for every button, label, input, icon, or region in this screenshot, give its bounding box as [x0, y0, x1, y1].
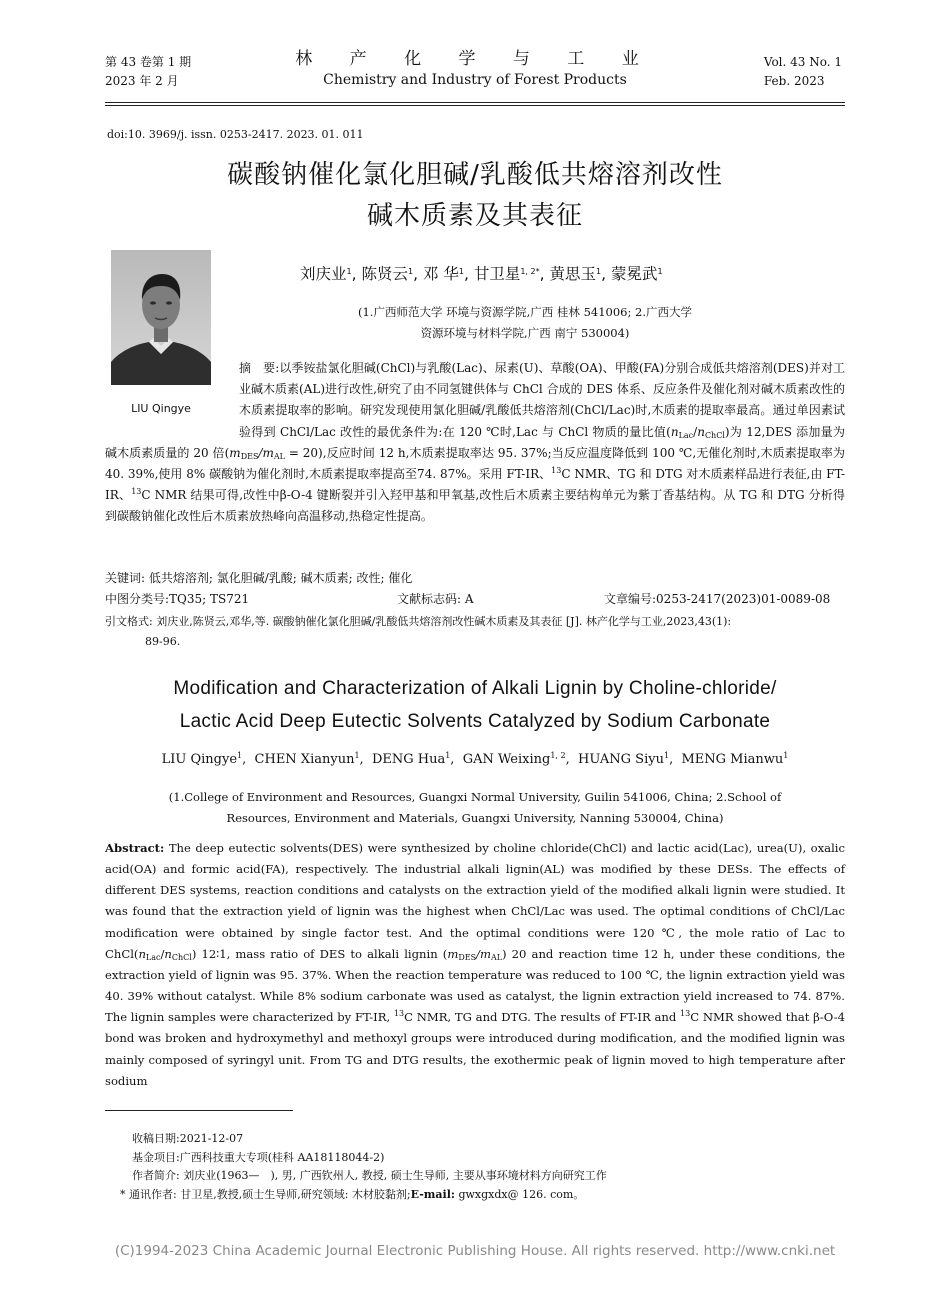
author-zh: 黄思玉$^1$ — [549, 265, 602, 283]
header-rule — [105, 102, 845, 103]
author-zh: 陈贤云$^1$ — [361, 265, 414, 283]
abstract-en-label: Abstract: — [105, 841, 165, 855]
affiliation-en-line2: Resources, Environment and Materials, Guangxi University, Nanning 530004, China) — [226, 811, 724, 825]
author-zh: 邓 华$^1$ — [422, 265, 464, 283]
author-en: DENG Hua$^1$ — [371, 751, 451, 767]
fund-project: 基金项目:广西科技重大专项(桂科 AA18118044-2) — [132, 1150, 385, 1164]
affiliations-zh — [260, 302, 790, 344]
date-en: Feb. 2023 — [763, 74, 825, 88]
author-en: MENG Mianwu$^1$ — [681, 751, 789, 767]
corresponding-author: * 通讯作者: 甘卫星,教授,硕士生导师,研究领域: 木材胶黏剂;E-mail: gwxgxdx@ 126. com。 — [120, 1187, 585, 1201]
footnotes — [120, 1130, 607, 1204]
affiliation-zh-line1: (1.广西师范大学 环境与资源学院,广西 桂林 541006; 2.广西大学 — [358, 305, 692, 319]
email-address: gwxgxdx@ 126. com。 — [454, 1187, 585, 1201]
title-en — [0, 672, 950, 738]
abstract-zh: 摘 要:以季铵盐氯化胆碱(ChCl)与乳酸(Lac)、尿素(U)、草酸(OA)、甲酸(FA)分别合成低共熔溶剂(DES)并对工业碱木质素(AL)进行改性,研究了由不同氢键供体与 ChCl 合成的 DES 体系、反应条件及催化剂对碱木质素改性的木质素提取率的影响。研究发现使用氯化胆碱/乳酸低共熔溶剂(ChCl/Lac)时,木质素的提取率最高。通过单因素试验得到 ChCl/Lac 改性的最优条件为:在 120 ℃时,Lac 与 ChCl 物质的量比值$(n_{Lac}/n_{ChCl})$为 12,DES 添加量为碱木质素质量的 20 倍$(m_{DES}/m_{AL} = 20)$,反应时间 12 h,木质素提取率达 95. 37%;当反应温度降低到 100 ℃,无催化剂时,木质素提取率为 40. 39%,使用 8% 碳酸钠为催化剂时,木质素提取率提高至74. 87%。采用 FT-IR、$^{13}$C NMR、TG 和 DTG 对木质素样品进行表征,由 FT-IR、$^{13}$C NMR 结果可得,改性中β-O-4 键断裂并引入羟甲基和甲氧基,改性后木质素主要结构单元为紫丁香基结构。从 TG 和 DTG 分析得到碳酸钠催化改性后木质素放热峰向高温移动,热稳定性提高。 — [105, 361, 846, 524]
footnote-rule — [105, 1110, 293, 1111]
abstract-zh-label: 摘 要: — [239, 361, 280, 375]
clc-number: 中图分类号:TQ35; TS721 — [105, 592, 250, 606]
keywords-zh: 关键词: 低共熔溶剂; 氯化胆碱/乳酸; 碱木质素; 改性; 催化 — [105, 571, 413, 585]
author-bio: 作者简介: 刘庆业(1963— ), 男, 广西钦州人, 教授, 硕士生导师, 主要从事环境材料方向研究工作 — [132, 1169, 607, 1182]
photo-caption: LIU Qingye — [131, 402, 191, 415]
abstract-en: Abstract: The deep eutectic solvents(DES) were synthesized by choline chloride(ChCl) and lactic acid(Lac), urea(U), oxalic acid(OA) and formic acid(FA), respectively. The industrial alkali lignin(AL) was modified by these DESs. The effects of different DES systems, reaction conditions and catalysts on the extraction yield of the modified alkali lignin were studied. It was found that the extraction yield of lignin was the highest when ChCl/Lac was used. The optimal conditions of ChCl/Lac modification were obtained by single factor test. And the optimal conditions were 120 ℃, the mole ratio of Lac to $ChCl(n_{Lac}/n_{ChCl})$ 12∶1, mass ratio of DES to alkali lignin $(m_{DES}/m_{AL})$ 20 and reaction time 12 h, under these conditions, the extraction yield of lignin was 95. 37%. When the reaction temperature was reduced to 100 ℃, the lignin extraction yield was 40. 39% without catalyst. While 8% sodium carbonate was used as catalyst, the lignin extraction yield increased to 74. 87%. The lignin samples were characterized by FT-IR, $^{13}$C NMR, TG and DTG. The results of FT-IR and $^{13}$C NMR showed that β-O-4 bond was broken and hydroxymethyl and methoxyl groups were introduced during modification, and the modified lignin was mainly composed of syringyl unit. From TG and DTG results, the exothermic peak of lignin moved to high temperature after sodium — [105, 841, 845, 1088]
citation-format — [105, 612, 845, 652]
date-zh: 2023 年 2 月 — [105, 74, 179, 88]
authors-zh: 刘庆业$^1$, 陈贤云$^1$, 邓 华$^1$, 甘卫星$^{1, 2*}$, 黄思玉$^1$, 蒙冕武$^1$ — [300, 265, 663, 283]
author-en: GAN Weixing$^{1, 2}$ — [462, 751, 566, 767]
document-code: 文献标志码: A — [397, 592, 474, 606]
author-zh: 蒙冕武$^1$ — [610, 265, 663, 283]
authors-en: LIU Qingye$^1$, CHEN Xianyun$^1$, DENG Hua$^1$, GAN Weixing$^{1, 2}$, HUANG Siyu$^1$, MENG Mianwu$^1$ — [161, 751, 789, 767]
author-zh: 甘卫星$^{1, 2*}$ — [473, 265, 540, 283]
volume-issue-en: Vol. 43 No. 1 — [763, 55, 842, 69]
title-zh-line2: 碱木质素及其表征 — [366, 201, 583, 231]
doi: doi:10. 3969/j. issn. 0253-2417. 2023. 01. 011 — [107, 128, 364, 141]
article-number: 文章编号:0253-2417(2023)01-0089-08 — [604, 592, 831, 606]
affiliation-en-line1: (1.College of Environment and Resources, Guangxi Normal University, Guilin 541006, China; 2.School of — [168, 790, 782, 804]
journal-name-zh: 林 产 化 学 与 工 业 — [295, 49, 655, 69]
header-rule-second — [105, 105, 845, 106]
citation-pages: 89-96. — [145, 635, 181, 648]
author-en: CHEN Xianyun$^1$ — [254, 751, 360, 767]
author-en: HUANG Siyu$^1$ — [578, 751, 670, 767]
affiliation-zh-line2: 资源环境与材料学院,广西 南宁 530004) — [420, 326, 630, 340]
citation-text: 引文格式: 刘庆业,陈贤云,邓华,等. 碳酸钠催化氯化胆碱/乳酸低共熔溶剂改性碱木质素及其表征 [J]. 林产化学与工业,2023,43(1): — [105, 615, 732, 628]
title-en-line1: Modification and Characterization of Alkali Lignin by Choline-chloride/ — [173, 678, 777, 699]
journal-issue-en — [764, 53, 842, 91]
journal-name-en: Chemistry and Industry of Forest Products — [323, 72, 627, 88]
title-zh — [0, 155, 950, 237]
title-en-line2: Lactic Acid Deep Eutectic Solvents Catalyzed by Sodium Carbonate — [179, 711, 771, 732]
volume-issue-zh: 第 43 卷第 1 期 — [105, 55, 192, 69]
received-date: 收稿日期:2021-12-07 — [132, 1132, 244, 1145]
author-en: LIU Qingye$^1$ — [161, 751, 243, 767]
affiliations-en — [150, 787, 800, 829]
copyright-footer: (C)1994-2023 China Academic Journal Electronic Publishing House. All rights reserved. http://www.cnki.net — [114, 1243, 836, 1259]
author-zh: 刘庆业$^1$ — [300, 265, 352, 283]
title-zh-line1: 碳酸钠催化氯化胆碱/乳酸低共熔溶剂改性 — [227, 160, 723, 190]
